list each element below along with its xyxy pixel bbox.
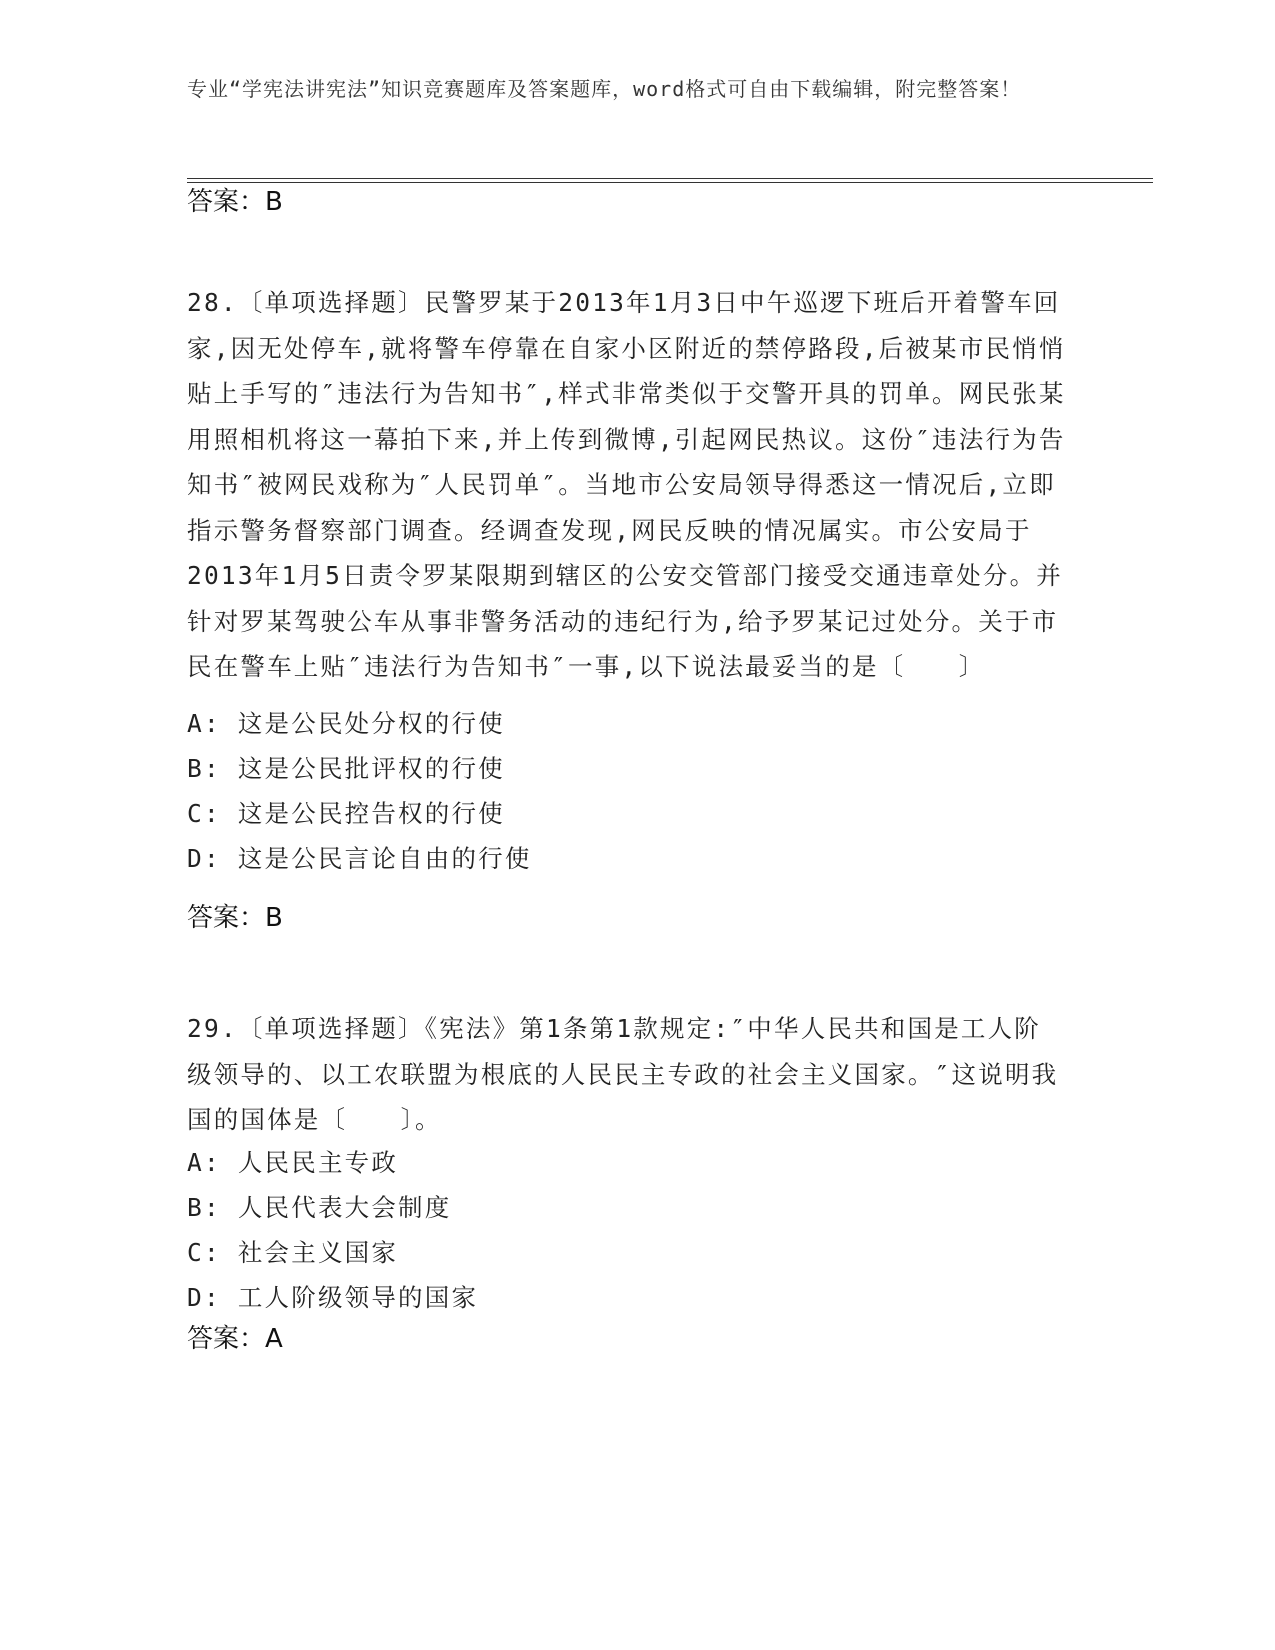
question-28-option-b: B: 这是公民批评权的行使 [187,754,505,783]
question-29-stem: 29.〔单项选择题〕《宪法》第1条第1款规定:″中华人民共和国是工人阶级领导的、以工农联盟为根底的人民民主专政的社会主义国家。″这说明我国的国体是〔 〕。 [187,1014,1059,1134]
question-29-option-d: D: 工人阶级领导的国家 [187,1283,479,1312]
question-28-option-c: C: 这是公民控告权的行使 [187,799,505,828]
question-29-option-c: C: 社会主义国家 [187,1238,399,1267]
page-header: 专业“学宪法讲宪法”知识竞赛题库及答案题库，word格式可自由下载编辑，附完整答案！ [187,77,1022,101]
question-28-stem: 28.〔单项选择题〕民警罗某于2013年1月3日中午巡逻下班后开着警车回家,因无处停车,就将警车停靠在自家小区附近的禁停路段,后被某市民悄悄贴上手写的″违法行为告知书″,样式非常类似于交警开具的罚单。网民张某用照相机将这一幕拍下来,并上传到微博,引起网民热议。这份″违法行为告知书″被网民戏称为″人民罚单″。当地市公安局领导得悉这一情况后,立即指示警务督察部门调查。经调查发现,网民反映的情况属实。市公安局于2013年1月5日责令罗某限期到辖区的公安交管部门接受交通违章处分。并针对罗某驾驶公车从事非警务活动的违纪行为,给予罗某记过处分。关于市民在警车上贴″违法行为告知书″一事,以下说法最妥当的是〔 〕 [187,288,1066,681]
answer-q29: 答案：A [187,1324,283,1354]
question-29-option-a: A: 人民民主专政 [187,1148,399,1177]
question-28-option-d: D: 这是公民言论自由的行使 [187,844,532,873]
header-rule-top [187,178,1153,179]
answer-q28: 答案：B [187,903,283,933]
question-28-option-a: A: 这是公民处分权的行使 [187,709,505,738]
header-rule-bottom [187,182,1153,183]
question-29-option-b: B: 人民代表大会制度 [187,1193,452,1222]
answer-prev: 答案：B [187,187,283,217]
